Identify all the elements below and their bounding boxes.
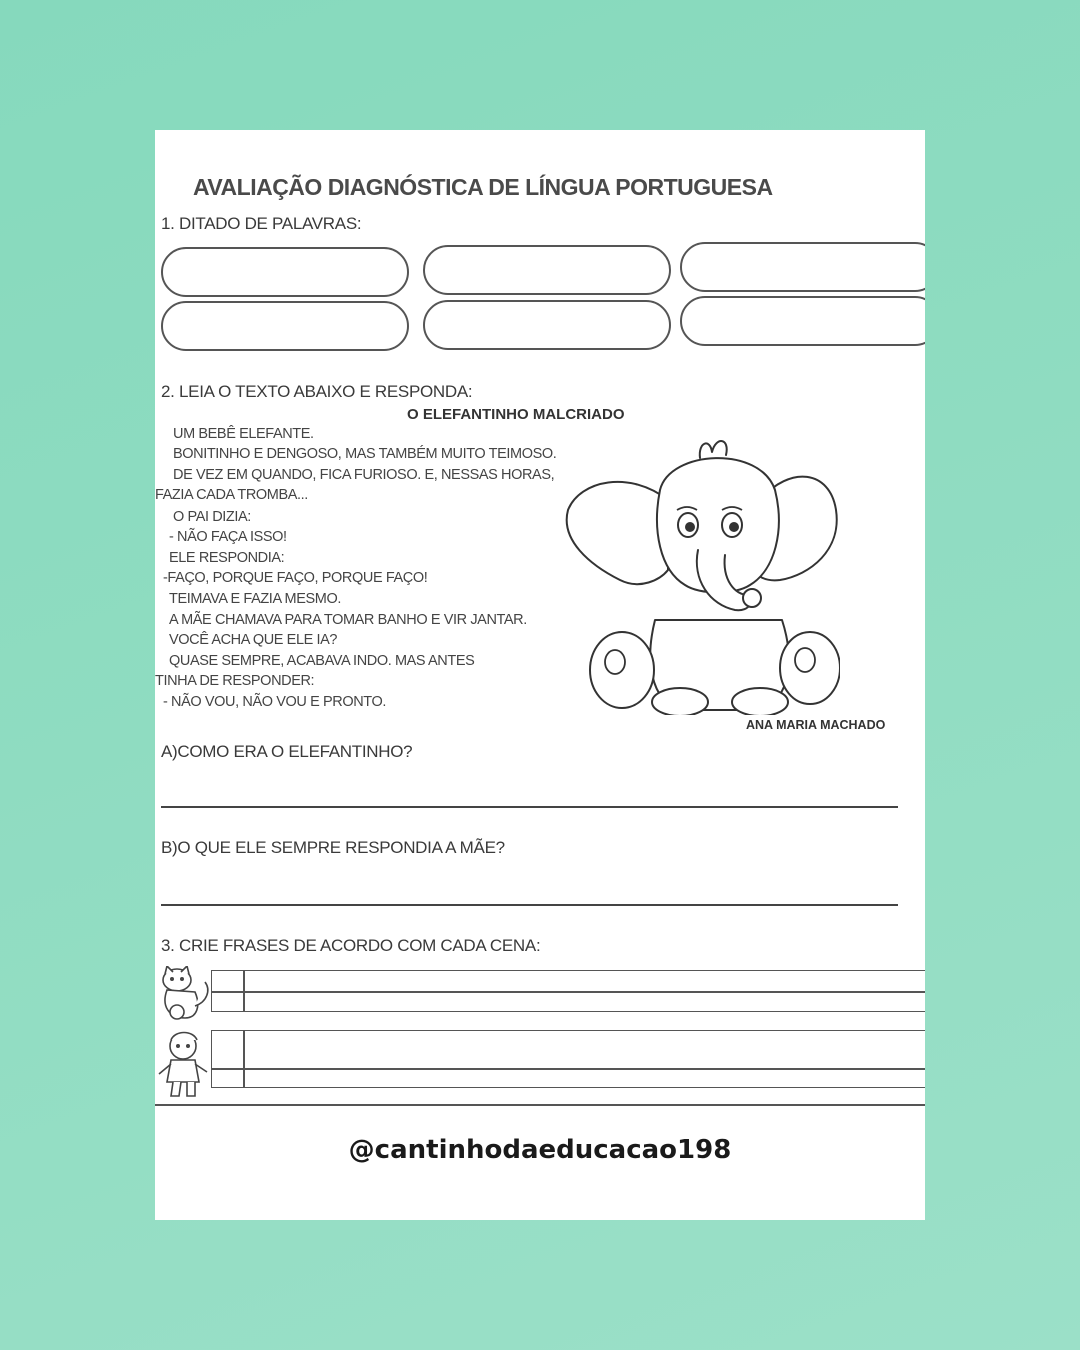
- story-line: ELE RESPONDIA:: [169, 550, 285, 566]
- page-title: AVALIAÇÃO DIAGNÓSTICA DE LÍNGUA PORTUGUESA: [193, 174, 773, 200]
- story-line: FAZIA CADA TROMBA...: [155, 487, 308, 503]
- section2-label: 2. LEIA O TEXTO ABAIXO E RESPONDA:: [161, 382, 473, 401]
- dictation-box-6[interactable]: [680, 296, 925, 346]
- answer-line-b[interactable]: [161, 904, 898, 906]
- scene1-midline: [211, 991, 925, 993]
- story-line: - NÃO FAÇA ISSO!: [169, 529, 287, 545]
- dictation-box-4[interactable]: [161, 301, 409, 351]
- story-line: TINHA DE RESPONDER:: [155, 673, 315, 689]
- dictation-box-1[interactable]: [161, 247, 409, 297]
- story-line: O PAI DIZIA:: [173, 509, 251, 525]
- story-line: -FAÇO, PORQUE FAÇO, PORQUE FAÇO!: [163, 570, 428, 586]
- cat-scene-icon: [155, 966, 215, 1024]
- question-a: A)COMO ERA O ELEFANTINHO?: [161, 742, 413, 761]
- question-b: B)O QUE ELE SEMPRE RESPONDIA A MÃE?: [161, 838, 505, 857]
- story-author: ANA MARIA MACHADO: [746, 718, 886, 732]
- story-line: UM BEBÊ ELEFANTE.: [173, 426, 314, 442]
- dictation-box-5[interactable]: [423, 300, 671, 350]
- story-line: DE VEZ EM QUANDO, FICA FURIOSO. E, NESSAS HORAS,: [173, 467, 555, 483]
- footer-handle: @cantinhodaeducacao198: [348, 1135, 732, 1165]
- answer-line-a[interactable]: [161, 806, 898, 808]
- scene2-midline: [211, 1068, 925, 1070]
- scene1-margin: [243, 970, 245, 1012]
- story-line: - NÃO VOU, NÃO VOU E PRONTO.: [163, 694, 386, 710]
- scene2-writing-area[interactable]: [211, 1030, 925, 1088]
- story-line: VOCÊ ACHA QUE ELE IA?: [169, 632, 338, 648]
- section3-label: 3. CRIE FRASES DE ACORDO COM CADA CENA:: [161, 936, 541, 955]
- elephant-illustration: [560, 430, 840, 715]
- story-line: TEIMAVA E FAZIA MESMO.: [169, 591, 341, 607]
- dictation-box-2[interactable]: [423, 245, 671, 295]
- story-line: QUASE SEMPRE, ACABAVA INDO. MAS ANTES: [169, 653, 475, 669]
- section1-label: 1. DITADO DE PALAVRAS:: [161, 214, 362, 233]
- story-line: A MÃE CHAMAVA PARA TOMAR BANHO E VIR JANTAR.: [169, 612, 527, 628]
- story-line: BONITINHO E DENGOSO, MAS TAMBÉM MUITO TEIMOSO.: [173, 446, 557, 462]
- story-title: O ELEFANTINHO MALCRIADO: [407, 406, 625, 423]
- scene2-margin: [243, 1030, 245, 1088]
- dictation-box-3[interactable]: [680, 242, 925, 292]
- bottom-rule: [155, 1104, 925, 1106]
- worksheet-page: [155, 130, 925, 1220]
- child-scene-icon: [157, 1030, 215, 1102]
